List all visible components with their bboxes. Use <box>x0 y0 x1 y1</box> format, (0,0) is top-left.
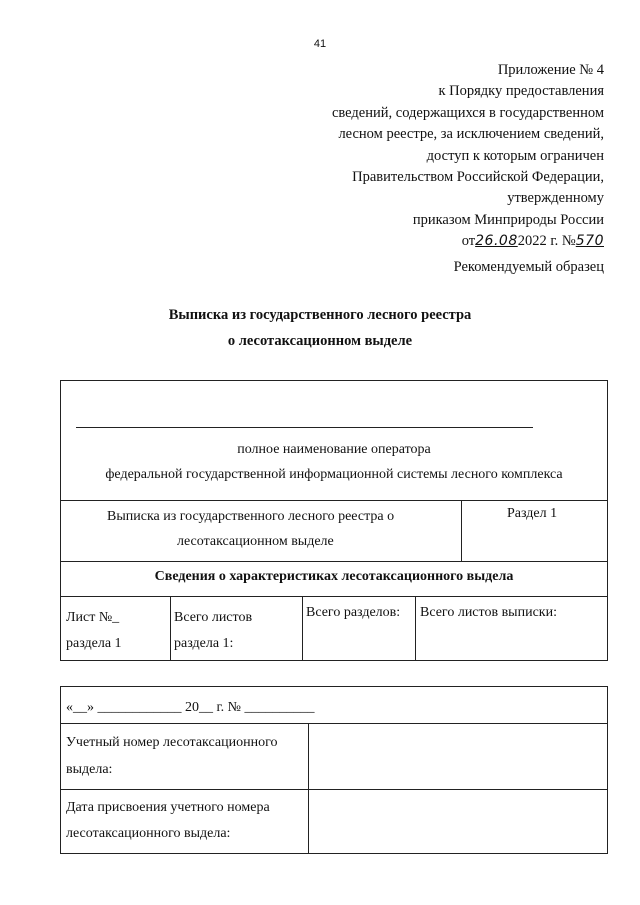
sheet-number-label: Лист №_ <box>66 610 120 625</box>
handwritten-date: 26.08 <box>475 233 518 250</box>
date-prefix: от <box>461 233 476 250</box>
divider <box>60 561 608 562</box>
total-sections-label: Всего разделов: <box>306 605 401 620</box>
document-subtitle: о лесотаксационном выделе <box>227 333 413 349</box>
operator-label-2: федеральной государственной информационной системы лесного комплекса <box>105 467 563 482</box>
divider <box>170 596 171 661</box>
appendix-header <box>332 60 604 253</box>
extract-label-2: лесотаксационном выделе <box>177 534 334 549</box>
sheet-number-section: раздела 1 <box>66 636 122 651</box>
total-extract-sheets-label: Всего листов выписки: <box>420 605 557 620</box>
appendix-line: к Порядку предоставления <box>438 83 604 100</box>
sample-label: Рекомендуемый образец <box>453 259 604 275</box>
divider <box>60 596 608 597</box>
appendix-line: приказом Минприроды России <box>412 211 604 228</box>
appendix-line: Правительством Российской Федерации, <box>352 169 604 186</box>
page-number: 41 <box>313 38 327 50</box>
operator-name-line <box>76 427 533 428</box>
characteristics-heading: Сведения о характеристиках лесотаксационного выдела <box>154 569 514 584</box>
divider <box>302 596 303 661</box>
document-title: Выписка из государственного лесного реестра <box>168 307 472 323</box>
section-label: Раздел 1 <box>507 506 558 521</box>
appendix-line: лесном реестре, за исключением сведений, <box>338 126 604 143</box>
account-number-label-cont: выдела: <box>66 762 113 777</box>
appendix-line: сведений, содержащихся в государственном <box>331 104 604 121</box>
appendix-line: Приложение № 4 <box>497 62 604 78</box>
handwritten-number: 570 <box>575 233 604 250</box>
assignment-date-label-cont: лесотаксационного выдела: <box>66 826 231 841</box>
divider <box>461 500 462 561</box>
appendix-line: доступ к которым ограничен <box>426 147 604 164</box>
total-sheets-section: раздела 1: <box>174 636 234 651</box>
order-date-line <box>332 231 604 252</box>
divider <box>60 723 608 724</box>
extract-label-1: Выписка из государственного лесного реестра о <box>107 509 395 524</box>
account-number-label: Учетный номер лесотаксационного <box>66 735 278 750</box>
appendix-line: утвержденному <box>507 190 604 207</box>
divider <box>415 596 416 661</box>
date-suffix: 2022 г. № <box>517 233 576 250</box>
registration-date-line: «__» ____________ 20__ г. № __________ <box>66 700 315 715</box>
operator-label-1: полное наименование оператора <box>237 442 431 457</box>
total-sheets-label: Всего листов <box>174 610 253 625</box>
divider <box>60 789 608 790</box>
assignment-date-label: Дата присвоения учетного номера <box>66 800 270 815</box>
